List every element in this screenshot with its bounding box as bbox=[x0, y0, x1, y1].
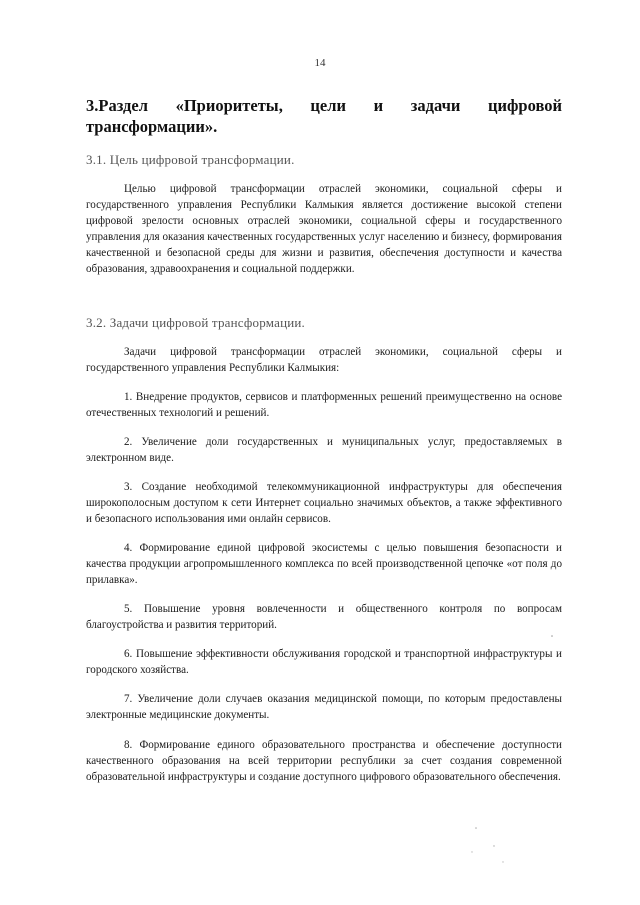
task-item-6: 6. Повышение эффективности обслуживания городской и транспортной инфраструктуры и городского хозяйства. bbox=[86, 648, 562, 676]
section-title: 3.Раздел «Приоритеты, цели и задачи цифровой трансформации». bbox=[86, 96, 562, 136]
subsection-goal-heading: 3.1. Цель цифровой трансформации. bbox=[86, 152, 295, 167]
task-item-5: 5. Повышение уровня вовлеченности и общественного контроля по вопросам благоустройства и развития территорий. bbox=[86, 603, 562, 631]
task-item-2: 2. Увеличение доли государственных и муниципальных услуг, предоставляемых в электронном виде. bbox=[86, 436, 562, 464]
task-item-1: 1. Внедрение продуктов, сервисов и платформенных решений преимущественно на основе отечественных технологий и решений. bbox=[86, 391, 562, 419]
goal-paragraph: Целью цифровой трансформации отраслей экономики, социальной сферы и государственного управления Республики Калмыкия является достижение высокой степени цифровой зрелости основных отраслей экономики, социальной сферы и государственного управления для оказания качественных государственных услуг населению и бизнесу, формирования качественной и безопасной среды для жизни и развития, обеспечения доступности и качества образования, здравоохранения и социальной поддержки. bbox=[86, 183, 562, 275]
tasks-intro-paragraph: Задачи цифровой трансформации отраслей экономики, социальной сферы и государственного управления Республики Калмыкия: bbox=[86, 346, 562, 374]
task-item-8: 8. Формирование единого образовательного пространства и обеспечение доступности качественного образования на всей территории республики за счет создания современной образовательной инфраструктуры и создание доступного цифрового образовательного обеспечения. bbox=[86, 739, 562, 783]
task-item-3: 3. Создание необходимой телекоммуникационной инфраструктуры для обеспечения широкополосным доступом к сети Интернет социально значимых объектов, а также эффективного и безопасного использования ими онлайн сервисов. bbox=[86, 481, 562, 525]
task-item-4: 4. Формирование единой цифровой экосистемы с целью повышения безопасности и качества продукции агропромышленного комплекса по всей производственной цепочке «от поля до прилавка». bbox=[86, 542, 562, 586]
subsection-tasks-heading: 3.2. Задачи цифровой трансформации. bbox=[86, 315, 305, 330]
task-item-7: 7. Увеличение доли случаев оказания медицинской помощи, по которым предоставлены электронные медицинские документы. bbox=[86, 693, 562, 721]
page-number: 14 bbox=[314, 57, 326, 69]
